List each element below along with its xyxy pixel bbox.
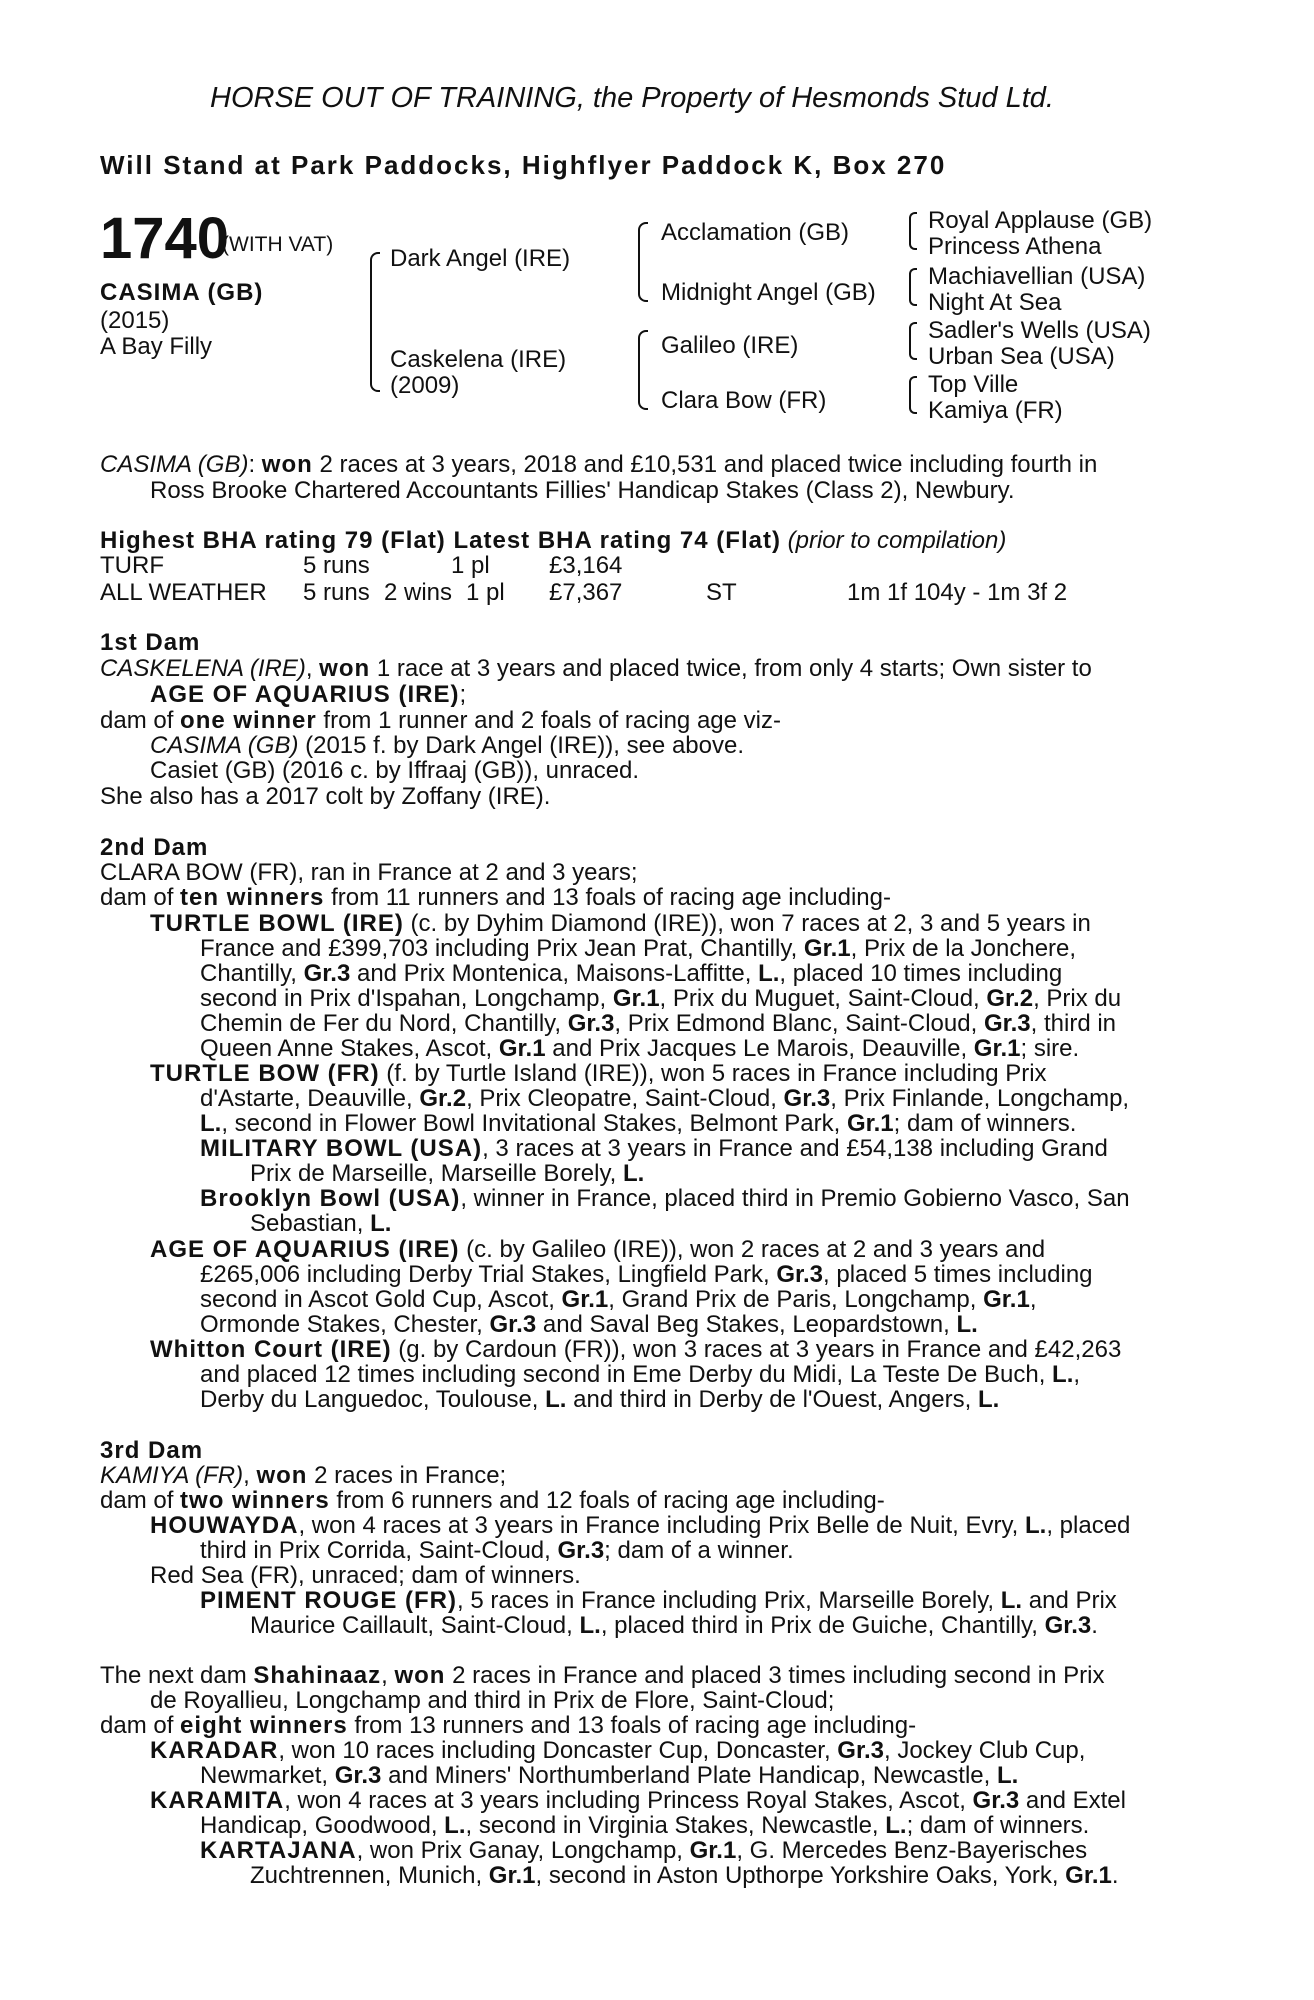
age-of-aquarius-line-1: AGE OF AQUARIUS (IRE) (c. by Galileo (IRE)), won 2 races at 2 and 3 years and	[150, 1236, 1046, 1263]
pedigree-brace-2b	[638, 330, 648, 410]
age-of-aquarius-line-4: Ormonde Stakes, Chester, Gr.3 and Saval Beg Stakes, Leopardstown, L.	[200, 1311, 978, 1338]
pedigree-dam-sire: Galileo (IRE)	[661, 332, 799, 359]
aw-distance: 1m 1f 104y - 1m 3f 2	[847, 579, 1068, 606]
red-sea-line: Red Sea (FR), unraced; dam of winners.	[150, 1562, 581, 1589]
first-dam-line-2: AGE OF AQUARIUS (IRE);	[150, 681, 467, 708]
age-of-aquarius-line-2: £265,006 including Derby Trial Stakes, Lingfield Park, Gr.3, placed 5 times including	[200, 1261, 1093, 1288]
turf-prize: £3,164	[549, 552, 623, 579]
second-dam-line-1: CLARA BOW (FR), ran in France at 2 and 3 years;	[100, 859, 638, 886]
third-dam-heading: 3rd Dam	[100, 1437, 204, 1464]
age-of-aquarius-line-3: second in Ascot Gold Cup, Ascot, Gr.1, Grand Prix de Paris, Longchamp, Gr.1,	[200, 1286, 1037, 1313]
turtle-bowl-line-3: Chantilly, Gr.3 and Prix Montenica, Maisons-Laffitte, L., placed 10 times including	[200, 960, 1063, 987]
turtle-bow-line-1: TURTLE BOW (FR) (f. by Turtle Island (IRE)), won 5 races in France including Prix	[150, 1060, 1047, 1087]
second-dam-heading: 2nd Dam	[100, 834, 209, 861]
houwayda-line-2: third in Prix Corrida, Saint-Cloud, Gr.3; dam of a winner.	[200, 1537, 794, 1564]
karadar-line-2: Newmarket, Gr.3 and Miners' Northumberland Plate Handicap, Newcastle, L.	[200, 1762, 1019, 1789]
pedigree-dam: Caskelena (IRE)	[390, 346, 567, 373]
bha-rating: Highest BHA rating 79 (Flat) Latest BHA rating 74 (Flat) (prior to compilation)	[100, 527, 1007, 554]
pedigree-brace-3c	[909, 322, 917, 360]
piment-rouge-line-1: PIMENT ROUGE (FR), 5 races in France including Prix, Marseille Borely, L. and Prix	[200, 1587, 1117, 1614]
pedigree-brace-3a	[909, 212, 917, 250]
pedigree-sds: Machiavellian (USA)	[928, 263, 1146, 290]
turtle-bow-line-2: d'Astarte, Deauville, Gr.2, Prix Cleopatre, Saint-Cloud, Gr.3, Prix Finlande, Longchamp,	[200, 1085, 1130, 1112]
turtle-bowl-line-5: Chemin de Fer du Nord, Chantilly, Gr.3, Prix Edmond Blanc, Saint-Cloud, Gr.3, third in	[200, 1010, 1117, 1037]
pedigree-brace-3b	[909, 268, 917, 306]
karamita-line-1: KARAMITA, won 4 races at 3 years including Princess Royal Stakes, Ascot, Gr.3 and Extel	[150, 1787, 1126, 1814]
pedigree-ssd: Princess Athena	[928, 233, 1102, 260]
whitton-court-line-1: Whitton Court (IRE) (g. by Cardoun (FR)), won 3 races at 3 years in France and £42,263	[150, 1336, 1122, 1363]
pedigree-dam-dam: Clara Bow (FR)	[661, 387, 827, 414]
next-dam-line-3: dam of eight winners from 13 runners and 13 foals of racing age including-	[100, 1712, 917, 1739]
first-dam-line-5: Casiet (GB) (2016 c. by Iffraaj (GB)), unraced.	[150, 757, 640, 784]
pedigree-brace-3d	[909, 376, 917, 414]
vat-note: (WITH VAT)	[222, 233, 334, 256]
aw-prize: £7,367	[549, 579, 623, 606]
page-title: HORSE OUT OF TRAINING, the Property of Hesmonds Stud Ltd.	[210, 82, 1054, 114]
aw-wins: 2 wins	[384, 579, 453, 606]
horse-name: CASIMA (GB)	[100, 279, 264, 306]
turtle-bowl-line-6: Queen Anne Stakes, Ascot, Gr.1 and Prix Jacques Le Marois, Deauville, Gr.1; sire.	[200, 1035, 1080, 1062]
turtle-bowl-line-1: TURTLE BOWL (IRE) (c. by Dyhim Diamond (IRE)), won 7 races at 2, 3 and 5 years in	[150, 910, 1091, 937]
first-dam-line-4: CASIMA (GB) (2015 f. by Dark Angel (IRE)), see above.	[150, 732, 744, 759]
pedigree-sire-dam: Midnight Angel (GB)	[661, 279, 876, 306]
turtle-bowl-line-2: France and £399,703 including Prix Jean Prat, Chantilly, Gr.1, Prix de la Jonchere,	[200, 935, 1077, 962]
karadar-line-1: KARADAR, won 10 races including Doncaster Cup, Doncaster, Gr.3, Jockey Club Cup,	[150, 1737, 1086, 1764]
aw-surface: ST	[706, 579, 737, 606]
first-dam-line-1: CASKELENA (IRE), won 1 race at 3 years and placed twice, from only 4 starts; Own sister to	[100, 655, 1092, 682]
brooklyn-bowl-line-1: Brooklyn Bowl (USA), winner in France, placed third in Premio Gobierno Vasco, San	[200, 1185, 1130, 1212]
military-bowl-line-2: Prix de Marseille, Marseille Borely, L.	[250, 1160, 645, 1187]
pedigree-sire: Dark Angel (IRE)	[390, 245, 571, 272]
horse-description: A Bay Filly	[100, 333, 213, 360]
horse-year: (2015)	[100, 307, 170, 334]
third-dam-line-1: KAMIYA (FR), won 2 races in France;	[100, 1462, 507, 1489]
summary-line-1: CASIMA (GB): won 2 races at 3 years, 2018 and £10,531 and placed twice including fourth in	[100, 451, 1098, 478]
pedigree-ddd: Kamiya (FR)	[928, 397, 1063, 424]
pedigree-sdd: Night At Sea	[928, 289, 1062, 316]
turf-runs: 5 runs	[303, 552, 370, 579]
karamita-line-2: Handicap, Goodwood, L., second in Virginia Stakes, Newcastle, L.; dam of winners.	[200, 1812, 1090, 1839]
pedigree-dsd: Urban Sea (USA)	[928, 343, 1115, 370]
turf-placed: 1 pl	[451, 552, 490, 579]
whitton-court-line-3: Derby du Languedoc, Toulouse, L. and third in Derby de l'Ouest, Angers, L.	[200, 1386, 1000, 1413]
brooklyn-bowl-line-2: Sebastian, L.	[250, 1210, 392, 1237]
houwayda-line-1: HOUWAYDA, won 4 races at 3 years in France including Prix Belle de Nuit, Evry, L., placed	[150, 1512, 1131, 1539]
kartajana-line-2: Zuchtrennen, Munich, Gr.1, second in Aston Upthorpe Yorkshire Oaks, York, Gr.1.	[250, 1862, 1119, 1889]
aw-runs: 5 runs	[303, 579, 370, 606]
summary-line-2: Ross Brooke Chartered Accountants Fillies' Handicap Stakes (Class 2), Newbury.	[150, 477, 1015, 504]
third-dam-line-2: dam of two winners from 6 runners and 12 foals of racing age including-	[100, 1487, 885, 1514]
pedigree-brace-2a	[638, 222, 648, 302]
pedigree-dds: Top Ville	[928, 371, 1019, 398]
pedigree-dam-year: (2009)	[390, 372, 460, 399]
turtle-bow-line-3: L., second in Flower Bowl Invitational Stakes, Belmont Park, Gr.1; dam of winners.	[200, 1110, 1077, 1137]
aw-placed: 1 pl	[466, 579, 505, 606]
pedigree-sss: Royal Applause (GB)	[928, 207, 1153, 234]
turf-label: TURF	[100, 552, 164, 579]
first-dam-heading: 1st Dam	[100, 629, 201, 656]
stand-location: Will Stand at Park Paddocks, Highflyer Paddock K, Box 270	[100, 150, 947, 180]
pedigree-sire-sire: Acclamation (GB)	[661, 219, 850, 246]
pedigree-dss: Sadler's Wells (USA)	[928, 317, 1151, 344]
aw-label: ALL WEATHER	[100, 579, 267, 606]
kartajana-line-1: KARTAJANA, won Prix Ganay, Longchamp, Gr.1, G. Mercedes Benz-Bayerisches	[200, 1837, 1088, 1864]
turtle-bowl-line-4: second in Prix d'Ispahan, Longchamp, Gr.1, Prix du Muguet, Saint-Cloud, Gr.2, Prix du	[200, 985, 1122, 1012]
military-bowl-line-1: MILITARY BOWL (USA), 3 races at 3 years in France and £54,138 including Grand	[200, 1135, 1108, 1162]
first-dam-line-6: She also has a 2017 colt by Zoffany (IRE).	[100, 783, 551, 810]
second-dam-line-2: dam of ten winners from 11 runners and 13 foals of racing age including-	[100, 884, 891, 911]
piment-rouge-line-2: Maurice Caillault, Saint-Cloud, L., placed third in Prix de Guiche, Chantilly, Gr.3.	[250, 1612, 1098, 1639]
next-dam-line-2: de Royallieu, Longchamp and third in Prix de Flore, Saint-Cloud;	[150, 1687, 835, 1714]
first-dam-line-3: dam of one winner from 1 runner and 2 foals of racing age viz-	[100, 707, 781, 734]
pedigree-brace-1	[370, 252, 380, 392]
lot-number: 1740	[100, 206, 230, 271]
next-dam-line-1: The next dam Shahinaaz, won 2 races in France and placed 3 times including second in Prix	[100, 1662, 1105, 1689]
whitton-court-line-2: and placed 12 times including second in Eme Derby du Midi, La Teste De Buch, L.,	[200, 1361, 1081, 1388]
